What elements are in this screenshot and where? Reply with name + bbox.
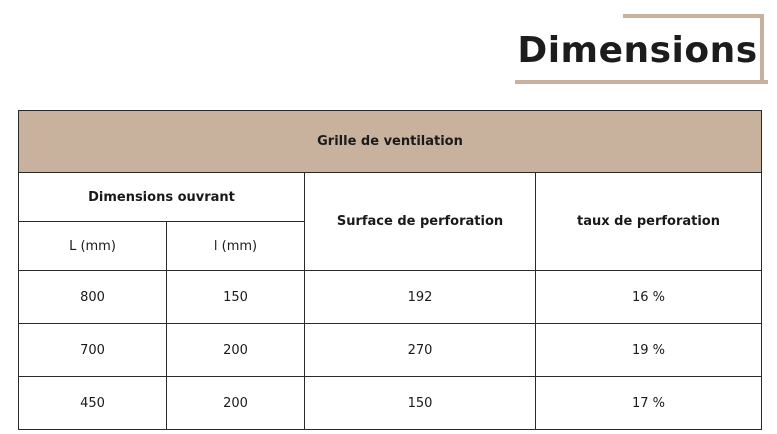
- column-header-length: L (mm): [19, 222, 167, 271]
- column-header-surface: Surface de perforation: [305, 173, 536, 271]
- cell-length: 450: [19, 377, 167, 430]
- group-header-dimensions-ouvrant: Dimensions ouvrant: [19, 173, 305, 222]
- table-row: [19, 271, 762, 324]
- cell-surface: 150: [305, 377, 536, 430]
- cell-rate: 17 %: [536, 377, 762, 430]
- table-caption-row: [19, 111, 762, 173]
- cell-length: 700: [19, 324, 167, 377]
- cell-rate: 19 %: [536, 324, 762, 377]
- cell-rate: 16 %: [536, 271, 762, 324]
- table-header-row: [19, 173, 762, 222]
- table-row: [19, 324, 762, 377]
- cell-surface: 192: [305, 271, 536, 324]
- cell-surface: 270: [305, 324, 536, 377]
- cell-width: 200: [167, 377, 305, 430]
- cell-width: 150: [167, 271, 305, 324]
- ventilation-grille-table: [18, 110, 762, 430]
- page-title: Dimensions: [515, 22, 760, 78]
- column-header-width: l (mm): [167, 222, 305, 271]
- cell-length: 800: [19, 271, 167, 324]
- title-frame-underline: [515, 80, 768, 84]
- table-caption: Grille de ventilation: [19, 111, 762, 173]
- cell-width: 200: [167, 324, 305, 377]
- table-row: [19, 377, 762, 430]
- column-header-rate: taux de perforation: [536, 173, 762, 271]
